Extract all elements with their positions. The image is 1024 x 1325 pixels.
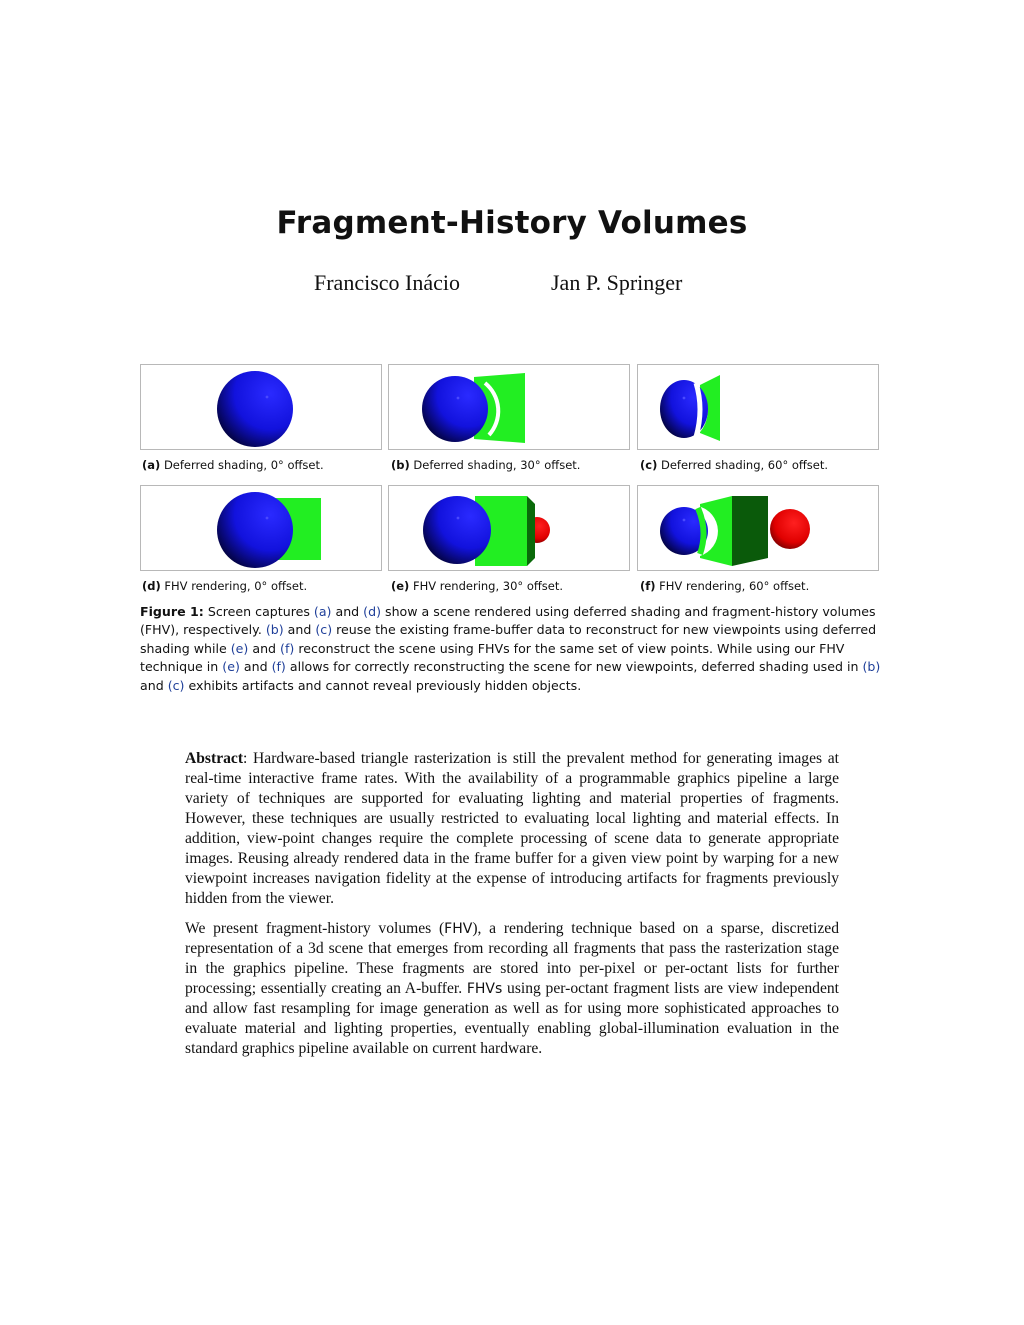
- author-2: Jan P. Springer: [551, 270, 683, 295]
- subfigure-caption-a: (a) Deferred shading, 0° offset.: [142, 458, 324, 472]
- subfigure-caption-f: (f) FHV rendering, 60° offset.: [640, 579, 810, 593]
- ref-link[interactable]: (c): [315, 622, 333, 638]
- subfigure-label: (f): [640, 579, 656, 593]
- box-side: [527, 496, 535, 566]
- ref-link[interactable]: (a): [313, 604, 332, 619]
- paper-title: Fragment-History Volumes: [276, 205, 748, 241]
- blue-sphere: [423, 496, 491, 564]
- abstract-heading: Abstract: [185, 750, 244, 767]
- subfigure-d: [140, 485, 382, 571]
- render-image-f: [638, 486, 880, 572]
- subfigure-caption-c: (c) Deferred shading, 60° offset.: [640, 458, 829, 472]
- ref-link[interactable]: (f): [280, 640, 295, 656]
- subfigure-caption-e: (e) FHV rendering, 30° offset.: [391, 579, 564, 593]
- ref-link[interactable]: (f): [271, 659, 286, 675]
- render-image-e: [389, 486, 631, 572]
- ref-link[interactable]: (b): [265, 622, 284, 638]
- subfigure-label: (d): [142, 579, 161, 593]
- ref-link[interactable]: (e): [230, 640, 249, 656]
- red-sphere: [770, 509, 810, 549]
- ref-link[interactable]: (e): [222, 659, 240, 675]
- ref-link[interactable]: (b): [862, 659, 881, 675]
- subfigure-f: [637, 485, 879, 571]
- subfigure-label: (c): [640, 458, 658, 472]
- subfigure-a: [140, 364, 382, 450]
- figure-label: Figure 1:: [140, 604, 204, 619]
- subfigure-label: (e): [391, 579, 410, 593]
- ref-link[interactable]: (d): [363, 604, 381, 619]
- subfigure-caption-b: (b) Deferred shading, 30° offset.: [391, 458, 581, 472]
- render-image-a: [141, 365, 383, 451]
- author-1: Francisco Inácio: [314, 270, 460, 295]
- subfigure-c: [637, 364, 879, 450]
- render-image-c: [638, 365, 880, 451]
- box-side: [732, 496, 768, 566]
- subfigure-e: [388, 485, 630, 571]
- subfigure-b: [388, 364, 630, 450]
- abstract: [185, 749, 839, 1069]
- render-image-b: [389, 365, 631, 451]
- blue-sphere: [217, 492, 293, 568]
- render-image-d: [141, 486, 383, 572]
- blue-sphere: [217, 371, 293, 447]
- subfigure-caption-d: (d) FHV rendering, 0° offset.: [142, 579, 308, 593]
- subfigure-label: (b): [391, 458, 410, 472]
- ref-link[interactable]: (c): [167, 677, 185, 693]
- blue-sphere: [422, 376, 488, 442]
- abstract-paragraph-1: Abstract: Hardware-based triangle rasterization is still the prevalent method for generating images at real-time interactive frame rates. With the availability of a programmable graphics pipeline a large variety of techniques are supported for evaluating lighting and material properties of fragments. However, these techniques are usually restricted to evaluating local lighting and material effects. In addition, view-point changes require the complete processing of scene data to generate appropriate images. Reusing already rendered data in the frame buffer for a given view point by warping for a new viewpoint increases navigation fidelity at the expense of introducing artifacts for fragments previously hidden from the viewer.: [185, 750, 839, 907]
- subfigure-label: (a): [142, 458, 161, 472]
- figure-caption: Figure 1: Screen captures (a) and (d) show a scene rendered using deferred shading and fragment-history volumes (FHV), respectively. (b) and (c) reuse the existing frame-buffer data to reconstruct for new viewpoints using deferred shading while (e) and (f) reconstruct the scene using FHVs for the same set of view points. While using our FHV technique in (e) and (f) allows for correctly reconstructing the scene for new viewpoints, deferred shading used in (b) and (c) exhibits artifacts and cannot reveal previously hidden objects.: [140, 604, 881, 693]
- abstract-paragraph-2: We present fragment-history volumes (FHV), a rendering technique based on a sparse, discretized representation of a 3d scene that emerges from recording all fragments that pass the rasterization stage in the graphics pipeline. These fragments are stored into per-pixel or per-octant lists for further processing; essentially creating an A-buffer. FHVs using per-octant fragment lists are view independent and allow fast resampling for image generation as well as for using more sophisticated approaches to evaluate material and lighting properties, eventually enabling global-illumination evaluation in the standard graphics pipeline available on current hardware.: [185, 920, 840, 1057]
